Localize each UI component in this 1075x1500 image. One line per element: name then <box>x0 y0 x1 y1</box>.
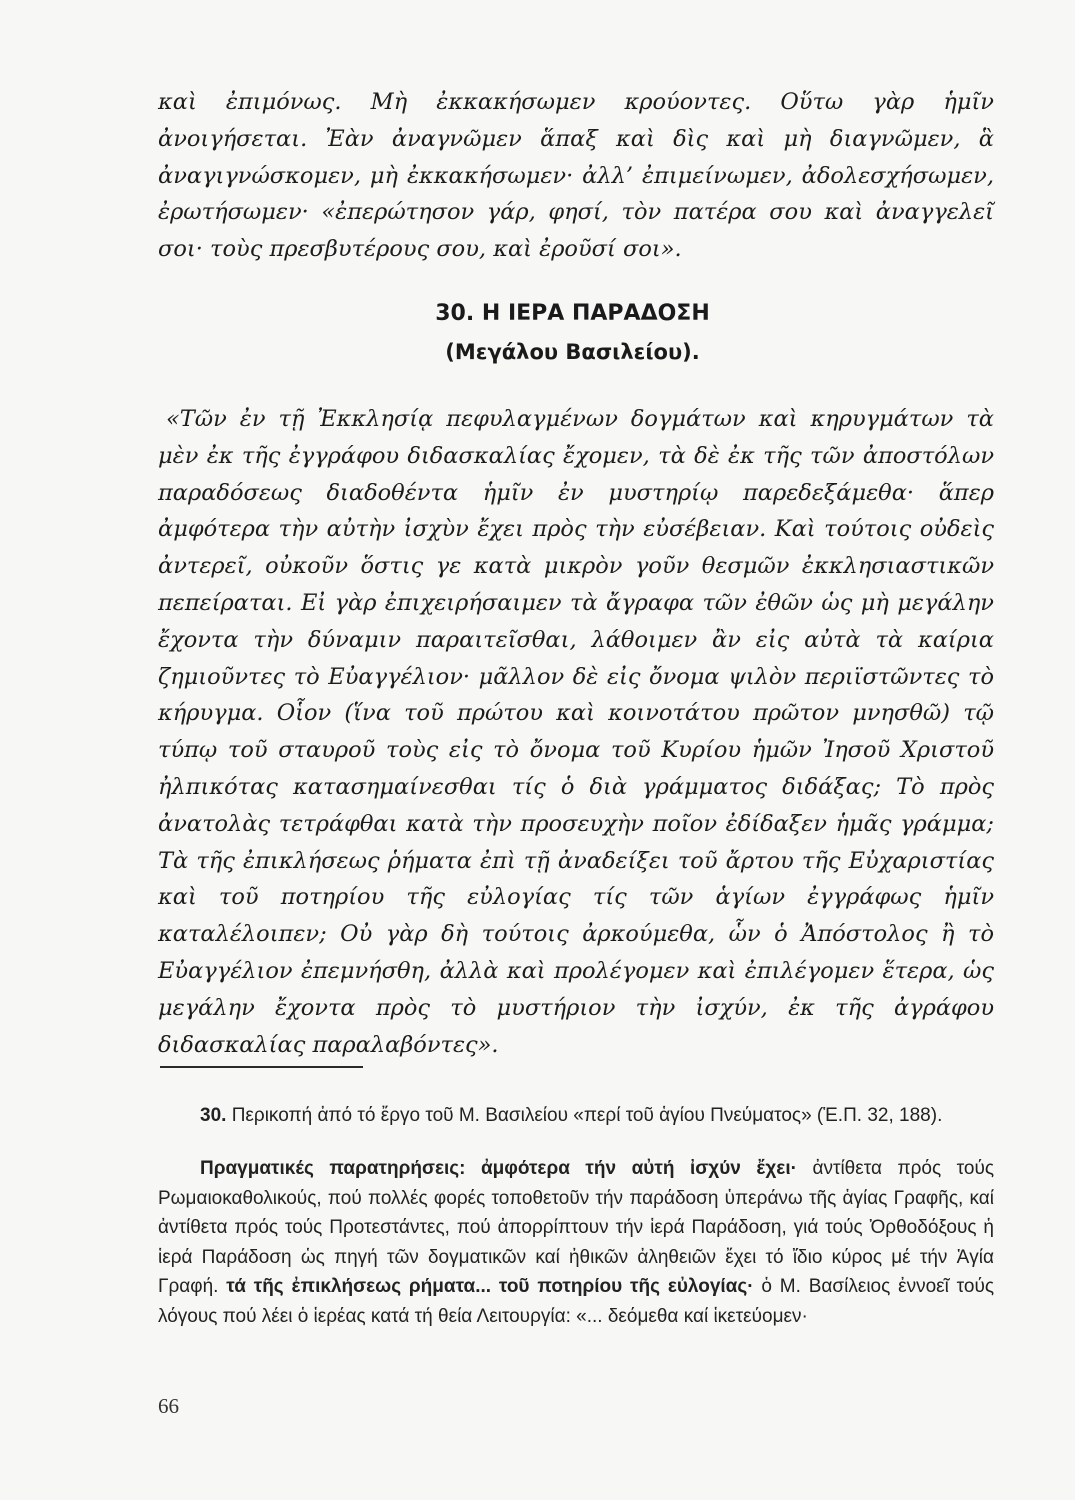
footnote-reference <box>158 1101 994 1131</box>
main-quotation-paragraph: «Τῶν ἐν τῇ Ἐκκλησίᾳ πεφυλαγμένων δογμάτων καὶ κηρυγμάτων τὰ μὲν ἐκ τῆς ἐγγράφου διδασκαλίας ἔχομεν, τὰ δὲ ἐκ τῆς τῶν ἀποστόλων παραδόσεως διαδοθέντα ἡμῖν ἐν μυστηρίῳ παρεδεξάμεθα· ἅπερ ἀμφότερα τὴν αὐτὴν ἰσχὺν ἔχει πρὸς τὴν εὐσέβειαν. Καὶ τούτοις οὐδεὶς ἀντερεῖ, οὐκοῦν ὅστις γε κατὰ μικρὸν γοῦν θεσμῶν ἐκκλησιαστικῶν πεπείραται. Εἰ γὰρ ἐπιχειρήσαιμεν τὰ ἄγραφα τῶν ἐθῶν ὡς μὴ μεγάλην ἔχοντα τὴν δύναμιν παραιτεῖσθαι, λάθοιμεν ἂν εἰς αὐτὰ τὰ καίρια ζημιοῦντες τὸ Εὐαγγέλιον· μᾶλλον δὲ εἰς ὄνομα ψιλὸν περιϊστῶντες τὸ κήρυγμα. Οἷον (ἵνα τοῦ πρώτου καὶ κοινοτάτου πρῶτον μνησθῶ) τῷ τύπῳ τοῦ σταυροῦ τοὺς εἰς τὸ ὄνομα τοῦ Κυρίου ἡμῶν Ἰησοῦ Χριστοῦ ἠλπικότας κατασημαίνεσθαι τίς ὁ διὰ γράμματος διδάξας; Τὸ πρὸς ἀνατολὰς τετράφθαι κατὰ τὴν προσευχὴν ποῖον ἐδίδαξεν ἡμᾶς γράμμα; Τὰ τῆς ἐπικλήσεως ῥήματα ἐπὶ τῇ ἀναδείξει τοῦ ἄρτου τῆς Εὐχαριστίας καὶ τοῦ ποτηρίου τῆς εὐλογίας τίς τῶν ἁγίων ἐγγράφως ἡμῖν καταλέλοιπεν; Οὐ γὰρ δὴ τούτοις ἀρκούμεθα, ὧν ὁ Ἀπόστολος ἢ τὸ Εὐαγγέλιον ἐπεμνήσθη, ἀλλὰ καὶ προλέγομεν καὶ ἐπιλέγομεν ἕτερα, ὡς μεγάλην ἔχοντα πρὸς τὸ μυστήριον τὴν ἰσχύν, ἐκ τῆς ἀγράφου διδασκαλίας παραλαβόντες». <box>158 406 994 1058</box>
intro-paragraph: καὶ ἐπιμόνως. Μὴ ἐκκακήσωμεν κρούοντες. Οὕτω γὰρ ἡμῖν ἀνοιγήσεται. Ἐὰν ἀναγνῶμεν ἅπαξ καὶ δὶς καὶ μὴ διαγνῶμεν, ἃ ἀναγιγνώσκομεν, μὴ ἐκκακήσωμεν· ἀλλ’ ἐπιμείνωμεν, ἀδολεσχήσωμεν, ἐρωτήσωμεν· «ἐπερώτησον γάρ, φησί, τὸν πατέρα σου καὶ ἀναγγελεῖ σοι· τοὺς πρεσβυτέρους σου, καὶ ἐροῦσί σοι». <box>158 89 994 263</box>
section-title: 30. Η ΙΕΡΑ ΠΑΡΑΔΟΣΗ <box>435 301 710 326</box>
remark-text-2: ὁ Μ. Βασίλειος ἐννοεῖ τούς λόγους πού λέει ὁ ἱερέας κατά τή θεία Λειτουργία: «... δεόμεθα καί ἱκετεύομεν· <box>158 1276 995 1327</box>
remark-label-2: τά τῆς ἐπικλήσεως ρήματα... τοῦ ποτηρίου τῆς εὐλογίας· <box>226 1276 754 1297</box>
page-number: 66 <box>158 1394 179 1418</box>
footnote-reference-text: Περικοπή ἀπό τό ἔργο τοῦ Μ. Βασιλείου «περί τοῦ ἁγίου Πνεύματος» (Ἑ.Π. 32, 188). <box>226 1105 943 1126</box>
footnote-remarks <box>158 1154 994 1331</box>
section-subtitle: (Μεγάλου Βασιλείου). <box>445 340 700 364</box>
footnote-divider <box>160 1066 363 1068</box>
remark-text-1: ἀντίθετα πρός τούς Ρωμαιοκαθολικούς, πού πολλές φορές τοποθετοῦν τήν παράδοση ὑπεράνω τῆς ἁγίας Γραφῆς, καί ἀντίθετα πρός τούς Προτεστάντες, πού ἀπορρίπτουν τήν ἱερά Παράδοση, γιά τούς Ὀρθοδόξους ἡ ἱερά Παράδοση ὡς πηγή τῶν δογματικῶν καί ἠθικῶν ἀληθειῶν ἔχει τό ἴδιο κύρος μέ τήν Ἁγία Γραφή. <box>158 1158 995 1297</box>
remark-label: Πραγματικές παρατηρήσεις: ἀμφότερα τήν αὐτή ἰσχύν ἔχει· <box>200 1158 797 1179</box>
footnote-number: 30. <box>200 1105 227 1126</box>
